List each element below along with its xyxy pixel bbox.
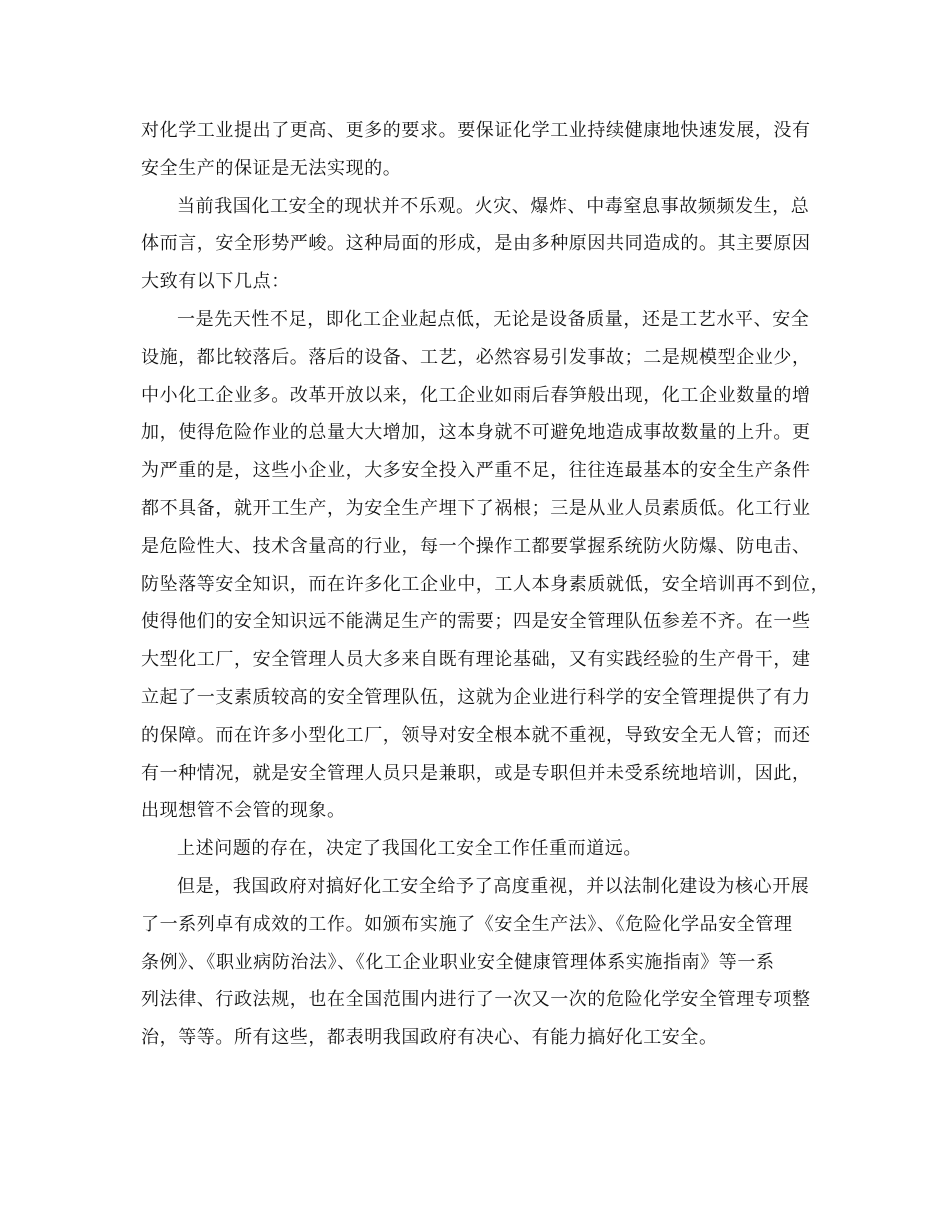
paragraph-first-line: 当前我国化工安全的现状并不乐观。火灾、爆炸、中毒窒息事故频频发生，总 (177, 195, 810, 217)
text-line: 大型化工厂，安全管理人员大多来自既有理论基础，又有实践经验的生产骨干，建 (141, 649, 811, 671)
text-line: 使得他们的安全知识远不能满足生产的需要；四是安全管理队伍参差不齐。在一些 (141, 611, 811, 633)
text-line: 体而言，安全形势严峻。这种局面的形成，是由多种原因共同造成的。其主要原因 (141, 233, 811, 255)
paragraph-first-line: 但是，我国政府对搞好化工安全给予了高度重视，并以法制化建设为核心开展 (177, 875, 810, 897)
text-line: 立起了一支素质较高的安全管理队伍，这就为企业进行科学的安全管理提供了有力 (141, 686, 811, 708)
document-body (141, 112, 830, 1057)
paragraph-first-line: 上述问题的存在，决定了我国化工安全工作任重而道远。 (177, 838, 642, 860)
text-line: 都不具备，就开工生产，为安全生产埋下了祸根；三是从业人员素质低。化工行业 (141, 497, 811, 519)
text-line: 了一系列卓有成效的工作。如颁布实施了《安全生产法》、《危险化学品安全管理 (141, 913, 793, 935)
text-line: 安全生产的保证是无法实现的。 (141, 157, 402, 179)
text-line: 出现想管不会管的现象。 (141, 800, 346, 822)
text-line: 的保障。而在许多小型化工厂，领导对安全根本就不重视，导致安全无人管；而还 (141, 724, 811, 746)
text-line: 是危险性大、技术含量高的行业，每一个操作工都要掌握系统防火防爆、防电击、 (141, 535, 811, 557)
text-line: 对化学工业提出了更高、更多的要求。要保证化学工业持续健康地快速发展，没有 (141, 120, 811, 141)
text-line: 有一种情况，就是安全管理人员只是兼职，或是专职但并未受系统地培训，因此， (141, 762, 811, 784)
text-line: 加，使得危险作业的总量大大增加，这本身就不可避免地造成事故数量的上升。更 (141, 422, 811, 444)
text-line: 列法律、行政法规，也在全国范围内进行了一次又一次的危险化学安全管理专项整 (141, 989, 811, 1011)
text-line: 条例》、《职业病防治法》、《化工企业职业安全健康管理体系实施指南》等一系 (141, 951, 775, 973)
text-line: 防坠落等安全知识，而在许多化工企业中，工人本身素质就低，安全培训再不到位， (141, 573, 830, 595)
text-line: 治，等等。所有这些，都表明我国政府有决心、有能力搞好化工安全。 (141, 1027, 718, 1049)
text-line: 设施，都比较落后。落后的设备、工艺，必然容易引发事故；二是规模型企业少， (141, 346, 811, 368)
text-line: 为严重的是，这些小企业，大多安全投入严重不足，往往连最基本的安全生产条件 (141, 460, 811, 482)
paragraph-first-line: 一是先天性不足，即化工企业起点低，无论是设备质量，还是工艺水平、安全 (177, 308, 810, 330)
text-line: 大致有以下几点： (141, 271, 290, 293)
text-line: 中小化工企业多。改革开放以来，化工企业如雨后春笋般出现，化工企业数量的增 (141, 384, 811, 406)
